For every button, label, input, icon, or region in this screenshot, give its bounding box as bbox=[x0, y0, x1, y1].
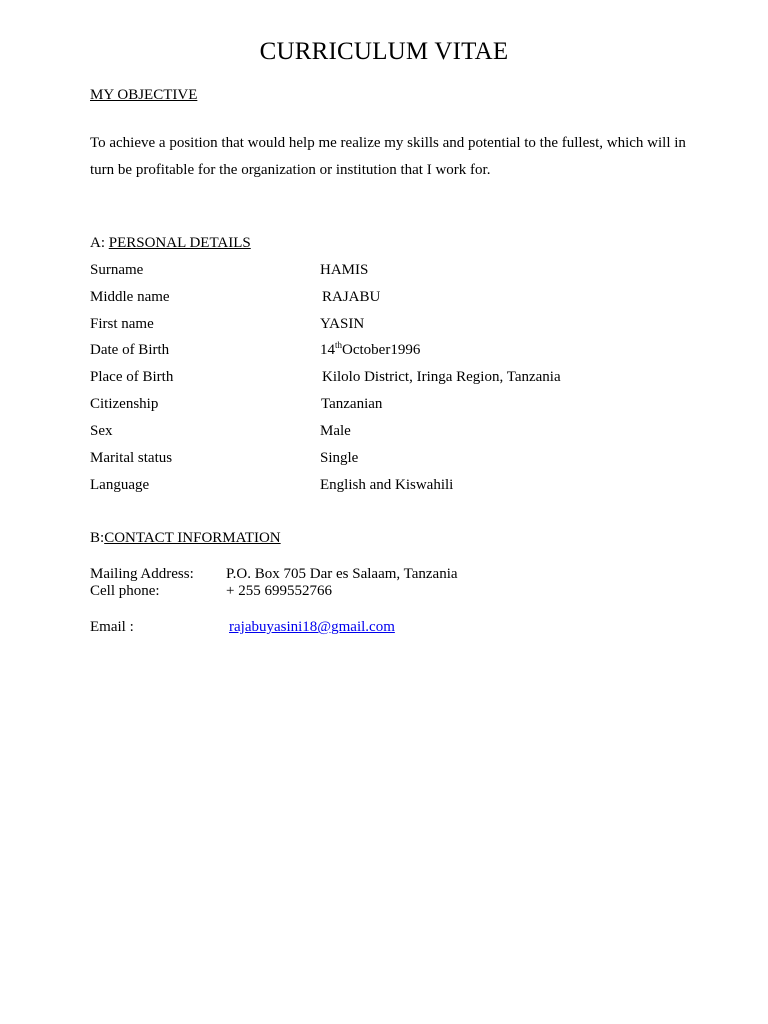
personal-details-prefix: A: bbox=[90, 235, 109, 251]
row-label: First name bbox=[90, 316, 154, 332]
row-label: Sex bbox=[90, 423, 113, 439]
row-value: RAJABU bbox=[322, 289, 381, 305]
mailing-label: Mailing Address: bbox=[90, 566, 194, 582]
row-value: Kilolo District, Iringa Region, Tanzania bbox=[322, 369, 561, 385]
row-label: Language bbox=[90, 477, 150, 493]
objective-text: To achieve a position that would help me realize my skills and potential to the fullest, which will in turn be profitable for the organization or institution that I work for. bbox=[90, 135, 686, 178]
contact-info-prefix: B: bbox=[90, 530, 105, 546]
mailing-value: P.O. Box 705 Dar es Salaam, Tanzania bbox=[226, 566, 458, 582]
cell-value: + 255 699552766 bbox=[226, 583, 332, 599]
dob-rest: October1996 bbox=[342, 342, 421, 358]
contact-info-title: CONTACT INFORMATION bbox=[104, 530, 281, 546]
row-value: Tanzanian bbox=[321, 396, 383, 412]
contact-info-heading bbox=[90, 530, 281, 547]
row-value: YASIN bbox=[320, 316, 365, 332]
objective-heading: MY OBJECTIVE bbox=[90, 87, 198, 103]
email-link[interactable]: rajabuyasini18@gmail.com bbox=[229, 619, 395, 635]
personal-details-heading bbox=[90, 235, 251, 252]
email-label: Email : bbox=[90, 619, 134, 635]
row-value bbox=[320, 342, 420, 359]
row-label: Surname bbox=[90, 262, 144, 278]
row-value: HAMIS bbox=[320, 262, 369, 278]
row-value: English and Kiswahili bbox=[320, 477, 454, 493]
cell-label: Cell phone: bbox=[90, 583, 160, 599]
row-value: Single bbox=[320, 450, 359, 466]
document-title: CURRICULUM VITAE bbox=[259, 38, 509, 65]
row-label: Place of Birth bbox=[90, 369, 174, 385]
row-label: Marital status bbox=[90, 450, 173, 466]
personal-details-title: PERSONAL DETAILS bbox=[108, 235, 251, 251]
dob-ordinal: th bbox=[335, 340, 343, 350]
row-value: Male bbox=[320, 423, 351, 439]
row-label: Date of Birth bbox=[90, 342, 170, 358]
row-label: Middle name bbox=[90, 289, 170, 305]
row-label: Citizenship bbox=[90, 396, 159, 412]
dob-day: 14 bbox=[320, 342, 335, 358]
